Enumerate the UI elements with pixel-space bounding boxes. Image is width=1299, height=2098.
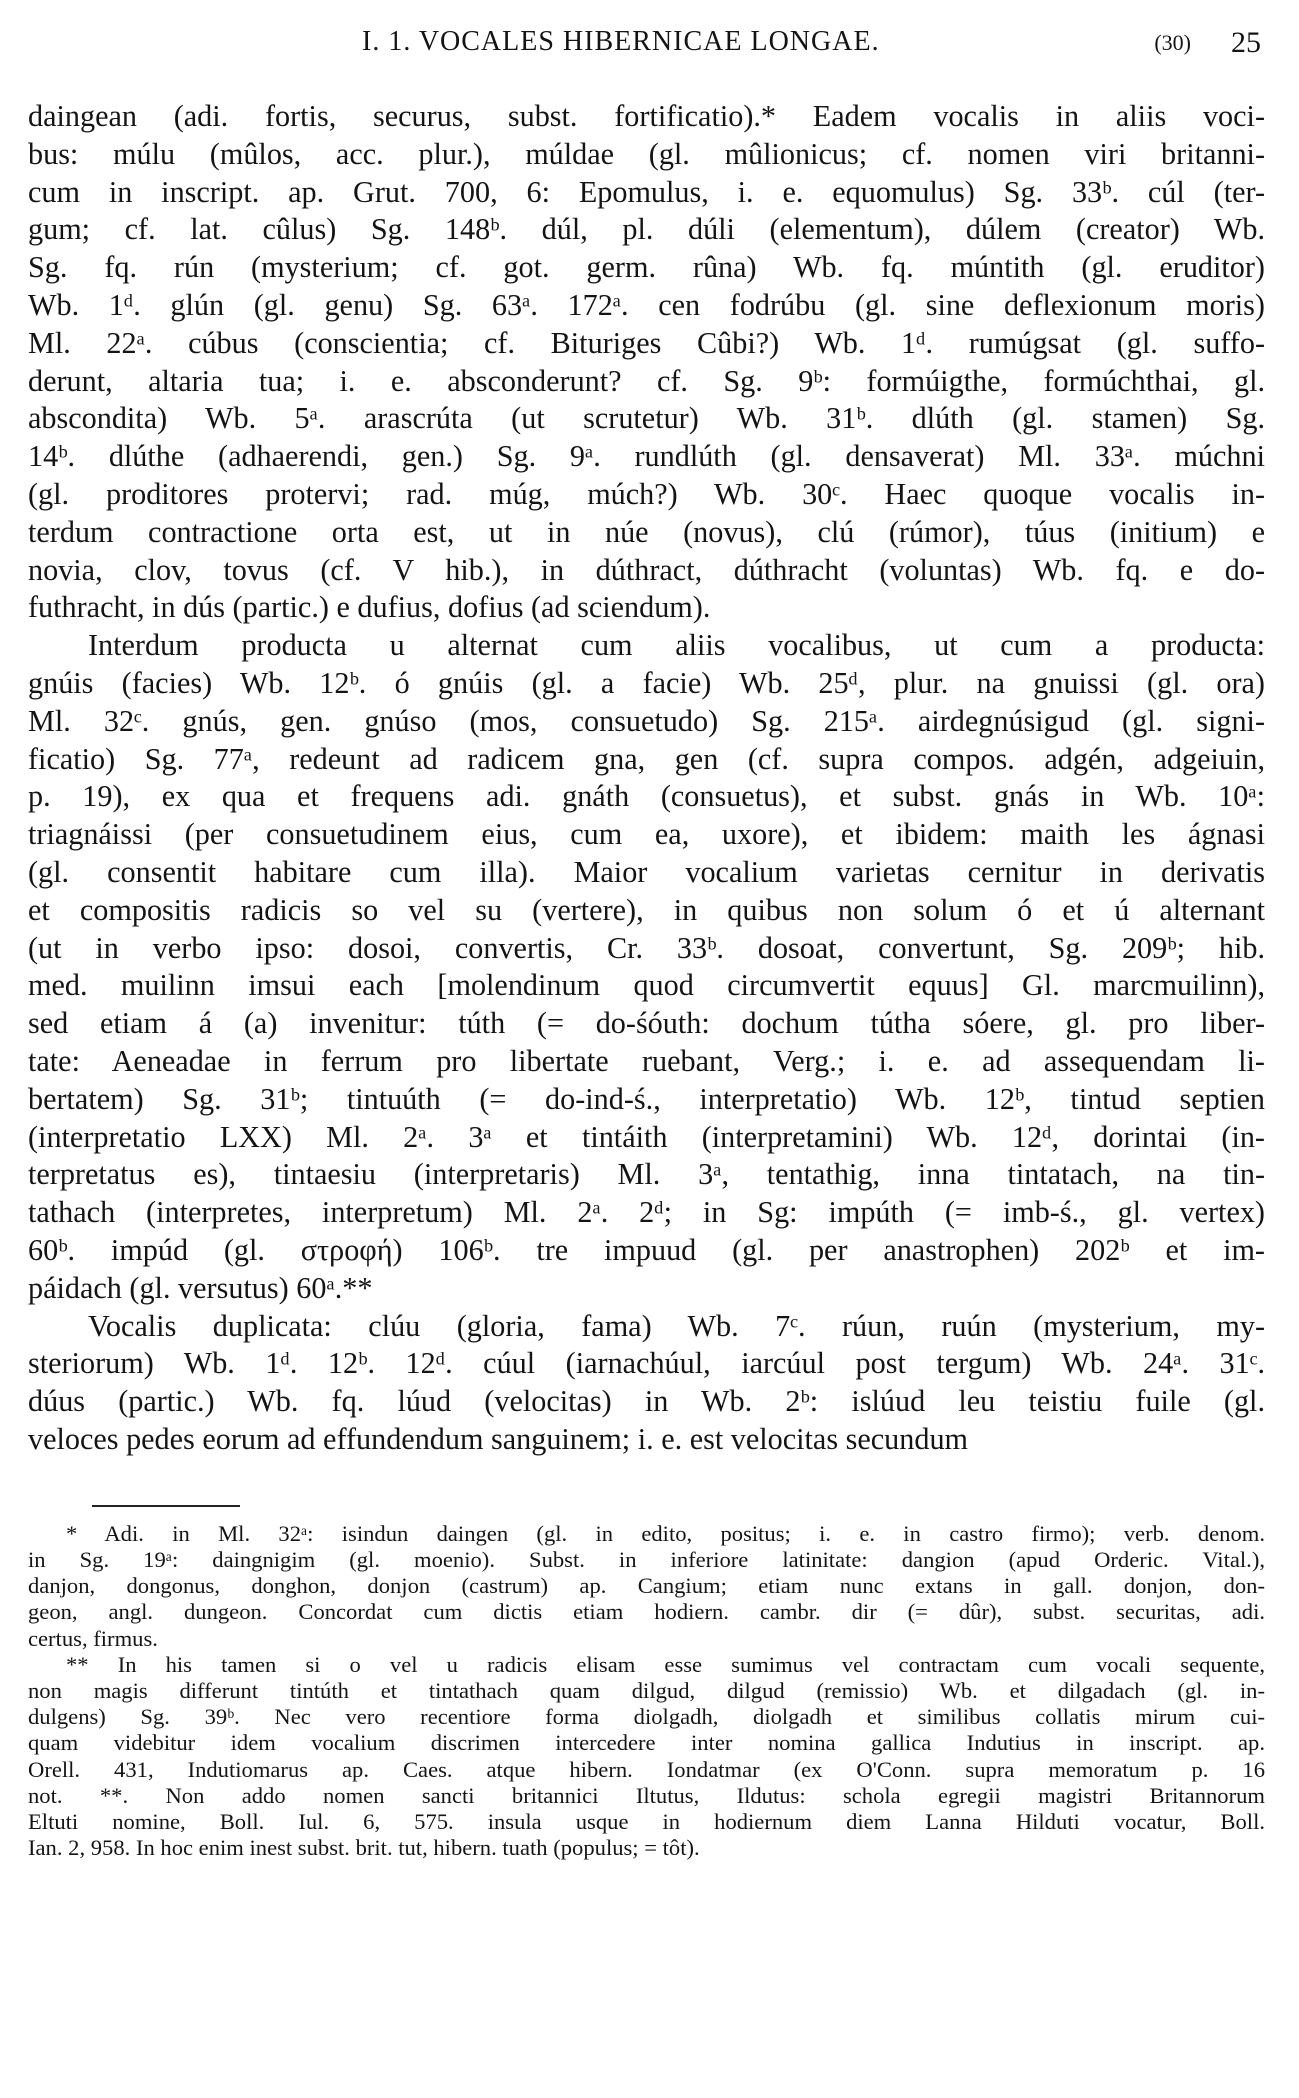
body-line: tathach (interpretes, interpretum) Ml. 2ᵃ. 2ᵈ; in Sg: impúth (= imb-ś., gl. vertex): [28, 1195, 1265, 1230]
footnote-line: ** In his tamen si o vel u radicis elisam esse sumimus vel contractam cum vocali sequente,: [66, 1651, 1265, 1677]
body-line: terdum contractione orta est, ut in núe (novus), clú (rúmor), túus (initium) e: [28, 514, 1265, 549]
body-line: Ml. 22ᵃ. cúbus (conscientia; cf. Bituriges Cûbi?) Wb. 1ᵈ. rumúgsat (gl. suffo-: [28, 325, 1265, 360]
body-text: [28, 98, 1265, 1459]
body-line: ficatio) Sg. 77ᵃ, redeunt ad radicem gna, gen (cf. supra compos. adgén, adgeiuin,: [28, 741, 1265, 776]
body-line: futhracht, in dús (partic.) e dufius, dofius (ad sciendum).: [28, 590, 711, 625]
body-line: (interpretatio LXX) Ml. 2ᵃ. 3ᵃ et tintáith (interpretamini) Wb. 12ᵈ, dorintai (in-: [28, 1119, 1265, 1154]
body-line: novia, clov, tovus (cf. V hib.), in dúthract, dúthracht (voluntas) Wb. fq. e do-: [28, 552, 1265, 587]
body-line: tate: Aeneadae in ferrum pro libertate ruebant, Verg.; i. e. ad assequendam li-: [28, 1043, 1265, 1078]
body-line: bus: múlu (mûlos, acc. plur.), múldae (gl. mûlionicus; cf. nomen viri britanni-: [28, 136, 1265, 171]
footnote-line: Orell. 431, Indutiomarus ap. Caes. atque hibern. Iondatmar (ex O'Conn. supra memoratum p. 16: [28, 1756, 1265, 1782]
body-line: (gl. consentit habitare cum illa). Maior vocalium varietas cernitur in derivatis: [28, 854, 1265, 889]
body-line: 60ᵇ. impúd (gl. στροφή) 106ᵇ. tre impuud (gl. per anastrophen) 202ᵇ et im-: [28, 1232, 1265, 1267]
running-title: I. 1. VOCALES HIBERNICAE LONGAE.: [362, 26, 880, 57]
body-line: Ml. 32ᶜ. gnús, gen. gnúso (mos, consuetudo) Sg. 215ᵃ. airdegnúsigud (gl. signi-: [28, 703, 1265, 738]
footnote-line: danjon, dongonus, donghon, donjon (castrum) ap. Cangium; etiam nunc extans in gall. donjon, don-: [28, 1573, 1265, 1599]
running-header: [28, 24, 1265, 68]
body-line: bertatem) Sg. 31ᵇ; tintuúth (= do-ind-ś., interpretatio) Wb. 12ᵇ, tintud septien: [28, 1081, 1265, 1116]
footnote-line: geon, angl. dungeon. Concordat cum dictis etiam hodiern. cambr. dir (= dûr), subst. securitas, adi.: [28, 1599, 1265, 1625]
body-line: sed etiam á (a) invenitur: túth (= do-śóuth: dochum tútha sóere, gl. pro liber-: [28, 1006, 1265, 1041]
body-line: terpretatus es), tintaesiu (interpretaris) Ml. 3ᵃ, tentathig, inna tintatach, na tin-: [28, 1157, 1265, 1192]
body-line: Interdum producta u alternat cum aliis vocalibus, ut cum a producta:: [88, 628, 1265, 663]
footnote-line: Ian. 2, 958. In hoc enim inest subst. brit. tut, hibern. tuath (populus; = tôt).: [28, 1835, 700, 1861]
body-line: Wb. 1ᵈ. glún (gl. genu) Sg. 63ᵃ. 172ᵃ. cen fodrúbu (gl. sine deflexionum moris): [28, 287, 1265, 322]
body-line: 14ᵇ. dlúthe (adhaerendi, gen.) Sg. 9ᵃ. rundlúth (gl. densaverat) Ml. 33ᵃ. múchni: [28, 439, 1265, 474]
footnote-line: dulgens) Sg. 39ᵇ. Nec vero recentiore forma diolgadh, diolgadh et similibus collatis mirum cui-: [28, 1704, 1265, 1730]
body-line: steriorum) Wb. 1ᵈ. 12ᵇ. 12ᵈ. cúul (iarnachúul, iarcúul post tergum) Wb. 24ᵃ. 31ᶜ.: [28, 1346, 1265, 1381]
body-line: (gl. proditores protervi; rad. múg, múch?) Wb. 30ᶜ. Haec quoque vocalis in-: [28, 476, 1265, 511]
footnote-line: * Adi. in Ml. 32ᵃ: isindun daingen (gl. in edito, positus; i. e. in castro firmo); verb. denom.: [66, 1520, 1265, 1546]
footnote-line: certus, firmus.: [28, 1625, 158, 1651]
body-line: et compositis radicis so vel su (vertere), in quibus non solum ó et ú alternant: [28, 892, 1265, 927]
body-line: Sg. fq. rún (mysterium; cf. got. germ. rûna) Wb. fq. múntith (gl. eruditor): [28, 250, 1265, 285]
footnote-line: in Sg. 19ᵃ: daingnigim (gl. moenio). Subst. in inferiore latinitate: dangion (apud Orderic. Vital.),: [28, 1546, 1265, 1572]
body-line: p. 19), ex qua et frequens adi. gnáth (consuetus), et subst. gnás in Wb. 10ᵃ:: [28, 779, 1265, 814]
footnote-line: not. **. Non addo nomen sancti britannici Iltutus, Ildutus: schola egregii magistri Britannorum: [28, 1782, 1265, 1808]
body-line: dúus (partic.) Wb. fq. lúud (velocitas) in Wb. 2ᵇ: islúud leu teistiu fuile (gl.: [28, 1384, 1265, 1419]
footnote-line: quam videbitur idem vocalium discrimen intercedere inter nomina gallica Indutius in inscript. ap.: [28, 1730, 1265, 1756]
body-line: gum; cf. lat. cûlus) Sg. 148ᵇ. dúl, pl. dúli (elementum), dúlem (creator) Wb.: [28, 212, 1265, 247]
body-line: abscondita) Wb. 5ᵃ. arascrúta (ut scrutetur) Wb. 31ᵇ. dlúth (gl. stamen) Sg.: [28, 401, 1265, 436]
body-line: (ut in verbo ipso: dosoi, convertis, Cr. 33ᵇ. dosoat, convertunt, Sg. 209ᵇ; hib.: [28, 930, 1265, 965]
body-line: cum in inscript. ap. Grut. 700, 6: Epomulus, i. e. equomulus) Sg. 33ᵇ. cúl (ter-: [28, 174, 1265, 209]
footnote-line: non magis differunt tintúth et tintathach quam dilgud, dilgud (remissio) Wb. et dilgadach (gl. in-: [28, 1677, 1265, 1703]
body-line: Vocalis duplicata: clúu (gloria, fama) Wb. 7ᶜ. rúun, ruún (mysterium, my-: [88, 1308, 1265, 1343]
body-line: páidach (gl. versutus) 60ᵃ.**: [28, 1270, 373, 1305]
body-line: veloces pedes eorum ad effundendum sanguinem; i. e. est velocitas secundum: [28, 1421, 969, 1456]
body-line: derunt, altaria tua; i. e. absconderunt? cf. Sg. 9ᵇ: formúigthe, formúchthai, gl.: [28, 363, 1265, 398]
body-line: gnúis (facies) Wb. 12ᵇ. ó gnúis (gl. a facie) Wb. 25ᵈ, plur. na gnuissi (gl. ora): [28, 665, 1265, 700]
footnotes: [28, 1521, 1265, 1862]
footnote-line: Eltuti nomine, Boll. Iul. 6, 575. insula usque in hodiernum diem Lanna Hilduti vocatur, Boll.: [28, 1808, 1265, 1834]
body-line: triagnáissi (per consuetudinem eius, cum ea, uxore), et ibidem: maith les ágnasi: [28, 817, 1265, 852]
page-number: 25: [1231, 26, 1261, 59]
footnote-rule: [92, 1505, 240, 1507]
body-line: med. muilinn imsui each [molendinum quod circumvertit equus] Gl. marcmuilinn),: [28, 968, 1265, 1003]
body-line: daingean (adi. fortis, securus, subst. fortificatio).* Eadem vocalis in aliis voci-: [28, 99, 1265, 133]
page-reference: (30): [1154, 30, 1191, 55]
